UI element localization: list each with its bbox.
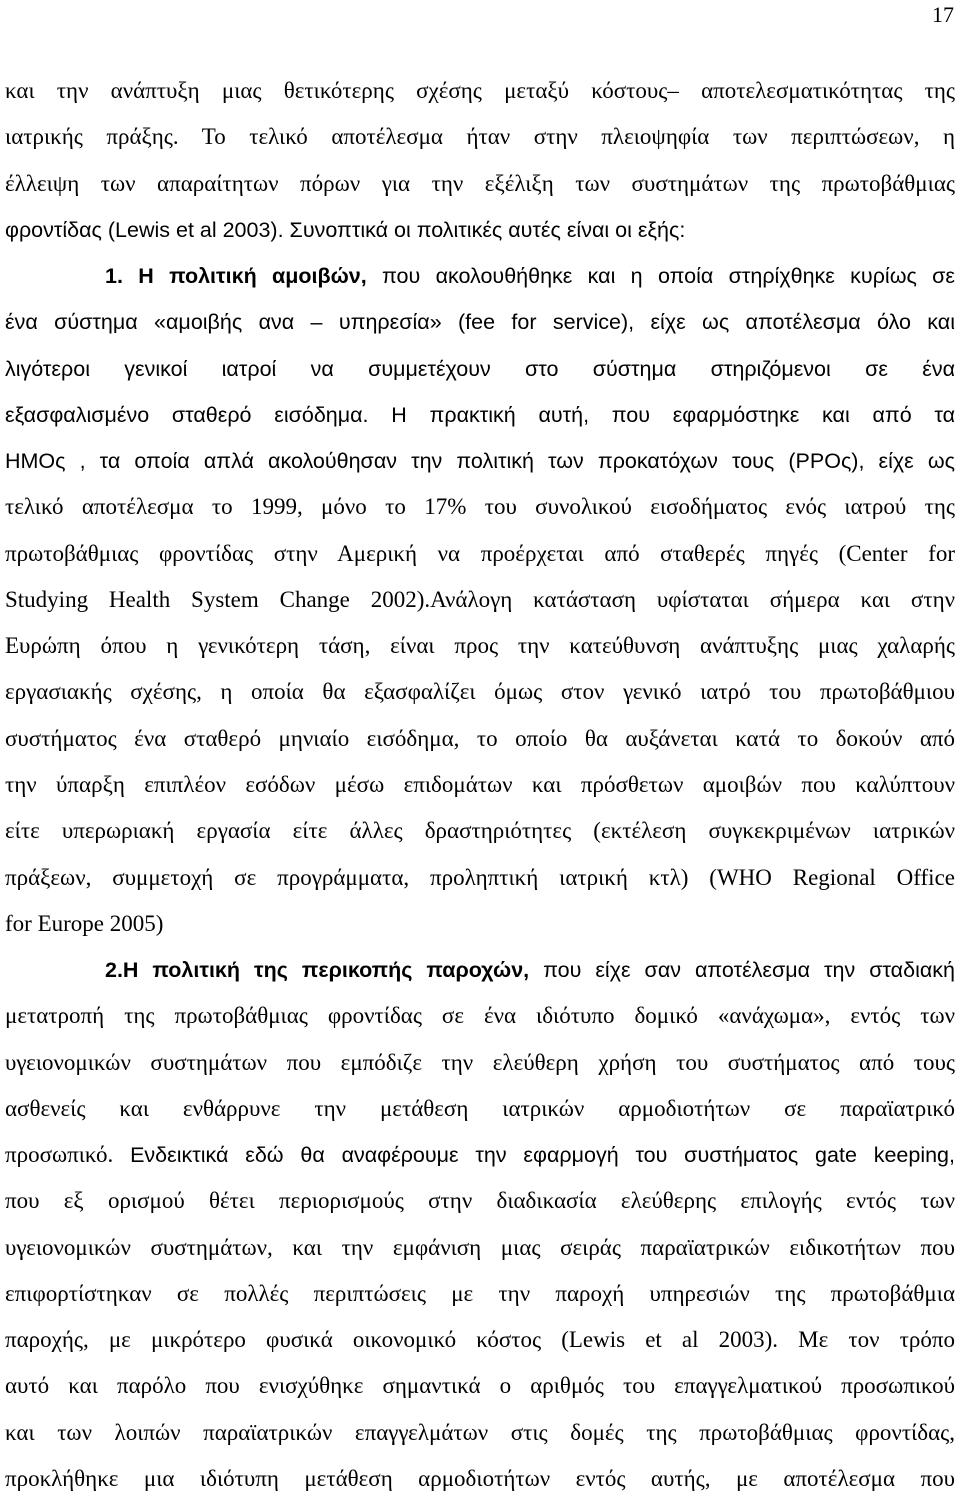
text-line: επιφορτίστηκαν σε πολλές περιπτώσεις με την παροχή υπηρεσιών της πρωτοβάθμια [5, 1280, 955, 1306]
text-line: πράξεων, συμμετοχή σε προγράμματα, προληπτική ιατρική κτλ) (WHO Regional Office [5, 864, 955, 890]
text-line: πρωτοβάθμιας φροντίδας στην Αμερική να προέρχεται από σταθερές πηγές (Center for [5, 540, 955, 566]
policy-2-intro: που είχε σαν αποτέλεσμα την σταδιακή [529, 958, 955, 983]
text-span: Ενδεικτικά εδώ θα αναφέρουμε την εφαρμογή του συστήματος gate keeping, [113, 1143, 955, 1168]
sentence: . Συνοπτικά οι πολιτικές αυτές είναι οι εξής: [277, 217, 686, 242]
text-line: ιατρικής πράξης. Το τελικό αποτέλεσμα ήταν στην πλειοψηφία των περιπτώσεων, η [5, 124, 955, 150]
text-line: μετατροπή της πρωτοβάθμιας φροντίδας σε ένα ιδιότυπο δομικό «ανάχωμα», εντός των [5, 1003, 955, 1029]
text-line: συστήματος ένα σταθερό μηνιαίο εισόδημα, το οποίο θα αυξάνεται κατά το δοκούν από [5, 725, 955, 751]
text-line [5, 1132, 955, 1178]
policy-1-intro: που ακολουθήθηκε και η οποία στηρίχθηκε κυρίως σε [366, 264, 955, 289]
policy-2-heading-line [5, 947, 955, 993]
page-number: 17 [932, 2, 954, 27]
text-line: λιγότεροι γενικοί ιατροί να συμμετέχουν στο σύστημα στηριζόμενοι σε ένα [5, 356, 955, 381]
text-span: εξασφαλισμένο σταθερό εισόδημα. [5, 402, 369, 427]
text-line: υγειονομικών συστημάτων που εμπόδιζε την ελεύθερη χρήση του συστήματος από τους [5, 1049, 955, 1075]
text-span: προσωπικό. [5, 1142, 114, 1168]
text-line: που εξ ορισμού θέτει περιορισμούς στην διαδικασία ελεύθερης επιλογής εντός των [5, 1188, 955, 1214]
policy-1-title: 1. Η πολιτική αμοιβών, [105, 264, 367, 289]
policy-1-heading-line [5, 253, 955, 299]
text-span: Ανάλογη κατάσταση υφίσταται σήμερα και στην [430, 586, 955, 612]
citation: φροντίδας (Lewis et al 2003) [5, 217, 278, 242]
text-span: Η πρακτική αυτή, που εφαρμόστηκε και από τα [368, 402, 955, 427]
policy-2-title: 2.Η πολιτική της περικοπής παροχών, [105, 958, 530, 983]
text-line: αυτό και παρόλο που ενισχύθηκε σημαντικά ο αριθμός του επαγγελματικού προσωπικού [5, 1373, 955, 1399]
text-line [5, 392, 955, 438]
text-line: υγειονομικών συστημάτων, και την εμφάνιση μιας σειράς παραϊατρικών ειδικοτήτων που [5, 1234, 955, 1260]
citation: Studying Health System Change 2002). [5, 586, 431, 612]
text-line: τελικό αποτέλεσμα το 1999, μόνο το 17% του συνολικού εισοδήματος ενός ιατρού της [5, 494, 955, 520]
text-line: και την ανάπτυξη μιας θετικότερης σχέσης μεταξύ κόστους– αποτελεσματικότητας της [5, 78, 955, 103]
body-text [5, 68, 955, 1502]
text-line: την ύπαρξη επιπλέον εσόδων μέσω επιδομάτων και πρόσθετων αμοιβών που καλύπτουν [5, 771, 955, 797]
text-line [5, 207, 955, 253]
text-line: ένα σύστημα «αμοιβής ανα – υπηρεσία» (fee for service), είχε ως αποτέλεσμα όλο και [5, 310, 955, 335]
text-line: for Europe 2005) [5, 910, 164, 936]
text-line: παροχής, με μικρότερο φυσικά οικονομικό κόστος (Lewis et al 2003). Με τον τρόπο [5, 1327, 955, 1353]
text-line [5, 577, 955, 623]
text-line: ασθενείς και ενθάρρυνε την μετάθεση ιατρικών αρμοδιοτήτων σε παραϊατρικό [5, 1095, 955, 1121]
text-line: και των λοιπών παραϊατρικών επαγγελμάτων στις δομές της πρωτοβάθμιας φροντίδας, [5, 1419, 955, 1445]
text-line: HMOς , τα οποία απλά ακολούθησαν την πολιτική των προκατόχων τους (PPOς), είχε ως [5, 449, 955, 474]
text-line: είτε υπερωριακή εργασία είτε άλλες δραστηριότητες (εκτέλεση συγκεκριμένων ιατρικών [5, 818, 955, 844]
text-line: προκλήθηκε μια ιδιότυπη μετάθεση αρμοδιοτήτων εντός αυτής, με αποτέλεσμα που [5, 1465, 955, 1491]
text-line: εργασιακής σχέσης, η οποία θα εξασφαλίζει όμως στον γενικό ιατρό του πρωτοβάθμιου [5, 679, 955, 705]
text-line: έλλειψη των απαραίτητων πόρων για την εξέλιξη των συστημάτων της πρωτοβάθμιας [5, 170, 955, 196]
text-line: Ευρώπη όπου η γενικότερη τάση, είναι προς την κατεύθυνση ανάπτυξης μιας χαλαρής [5, 633, 955, 659]
